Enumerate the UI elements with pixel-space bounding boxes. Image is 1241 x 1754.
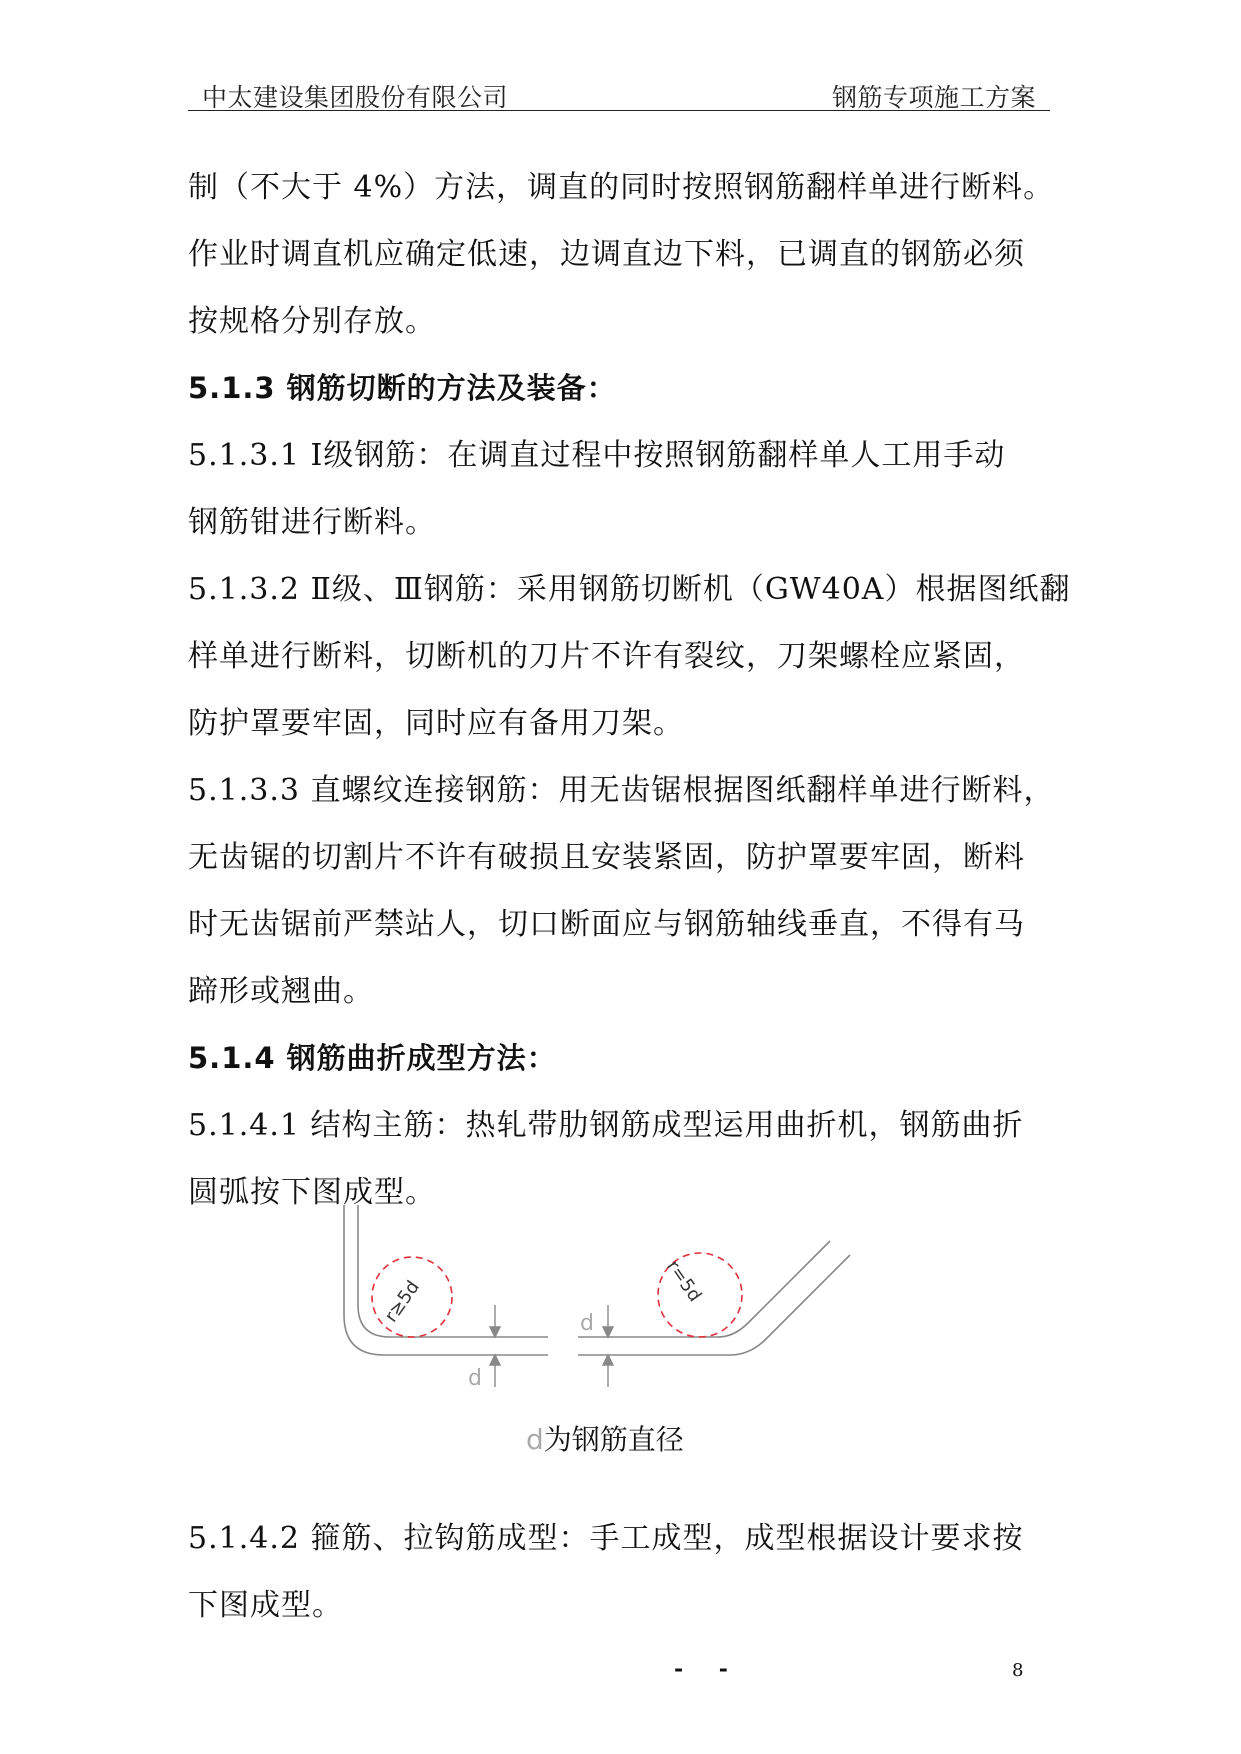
paragraph-line: 圆弧按下图成型。	[188, 1175, 436, 1210]
paragraph-line: 5.1.4.1 结构主筋：热轧带肋钢筋成型运用曲折机，钢筋曲折	[188, 1108, 1024, 1143]
paragraph-line: 防护罩要牢固，同时应有备用刀架。	[188, 706, 684, 741]
left-dimension-arrows	[490, 1305, 500, 1387]
paragraph-line: 作业时调直机应确定低速，边调直边下料，已调直的钢筋必须	[188, 237, 1025, 272]
header-company: 中太建设集团股份有限公司	[202, 83, 509, 112]
footer-dots: - -	[674, 1656, 742, 1682]
page-header	[188, 70, 1050, 111]
section-heading-5-1-4: 5.1.4 钢筋曲折成型方法：	[188, 1041, 557, 1075]
paragraph-line: 制（不大于 4%）方法，调直的同时按照钢筋翻样单进行断料。	[188, 170, 1055, 205]
paragraph-line: 5.1.4.2 箍筋、拉钩筋成型：手工成型，成型根据设计要求按	[188, 1521, 1024, 1556]
caption-symbol: d	[526, 1423, 544, 1456]
right-dimension-label: d	[580, 1311, 594, 1336]
paragraph-line: 无齿锯的切割片不许有破损且安装紧固，防护罩要牢固，断料	[188, 840, 1025, 875]
paragraph-line: 5.1.3.2 Ⅱ级、Ⅲ钢筋：采用钢筋切断机（GW40A）根据图纸翻	[188, 572, 1071, 607]
paragraph-line: 钢筋钳进行断料。	[188, 505, 436, 540]
left-bend-radius-label: r≥5d	[380, 1277, 424, 1327]
paragraph-line: 样单进行断料，切断机的刀片不许有裂纹，刀架螺栓应紧固，	[188, 639, 1025, 674]
caption-text: 为钢筋直径	[543, 1423, 684, 1456]
body-text-after-figure	[188, 1505, 1068, 1639]
left-bend-bar	[344, 1205, 548, 1355]
page-number: 8	[1012, 1660, 1024, 1681]
paragraph-line: 按规格分别存放。	[188, 304, 436, 339]
figure-caption	[526, 1418, 684, 1458]
right-dimension-arrows	[603, 1305, 613, 1387]
header-doc-title: 钢筋专项施工方案	[831, 83, 1036, 112]
right-bend-radius-label: r=5d	[662, 1256, 706, 1306]
left-dimension-label: d	[468, 1366, 482, 1391]
section-heading-5-1-3: 5.1.3 钢筋切断的方法及装备：	[188, 371, 617, 405]
paragraph-line: 5.1.3.3 直螺纹连接钢筋：用无齿锯根据图纸翻样单进行断料，	[188, 773, 1055, 808]
right-bend-bar	[578, 1241, 850, 1355]
paragraph-line: 5.1.3.1 Ⅰ级钢筋：在调直过程中按照钢筋翻样单人工用手动	[188, 438, 1006, 473]
paragraph-line: 时无齿锯前严禁站人，切口断面应与钢筋轴线垂直，不得有马	[188, 907, 1025, 942]
paragraph-line: 下图成型。	[188, 1588, 343, 1623]
body-text	[188, 154, 1071, 1226]
paragraph-line: 蹄形或翘曲。	[188, 974, 374, 1009]
